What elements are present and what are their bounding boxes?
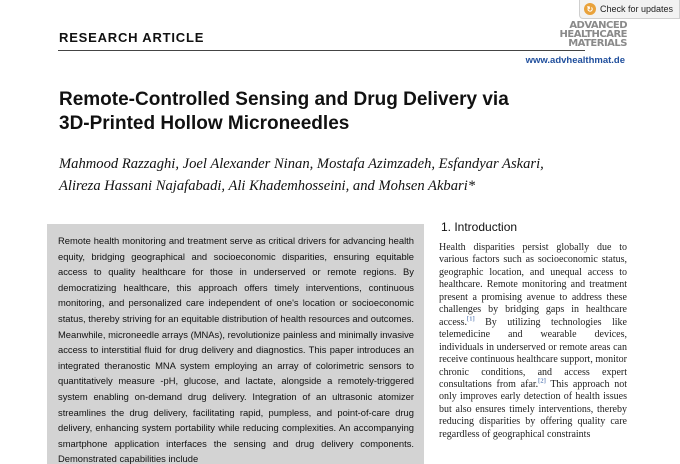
header-divider: [58, 50, 585, 51]
abstract-text: Remote health monitoring and treatment serve as critical drivers for advancing health equity, bridging geographical and socioeconomic disparities, ensuring equitable access to quality healthcare for those in underserved or remote regions. By democratizing healthcare, this approach offers timely interventions, continuous monitoring, and personalized care independent of one's location or socioeconomic status, thereby striving for an equitable distribution of health resources and outcomes. Meanwhile, microneedle arrays (MNAs), revolutionize painless and minimally invasive access to interstitial fluid for drug delivery and diagnostics. This paper introduces an integrated theranostic MNA system employing an array of colorimetric sensors to quantitatively measure -pH, glucose, and lactate, alongside a remotely-triggered system enabling on-demand drug delivery. Integration of an ultrasonic atomizer streamlines the drug delivery, facilitating rapid, pumpless, and point-of-care drug delivery, enhancing system portability while reducing complexities. An accompanying smartphone application interfaces the sensing and drug delivery components. Demonstrated capabilities include: [58, 235, 414, 464]
section-label: RESEARCH ARTICLE: [59, 30, 205, 45]
abstract-box: [47, 224, 424, 464]
author-list: [59, 153, 544, 197]
journal-logo: [557, 21, 627, 48]
intro-text: Health disparities persist globally due to various factors such as socioeconomic status, geographic location, and unequal access to healthcare. Remote monitoring and treatment present a promising avenue to address these challenges by bridging gaps in healthcare access.: [439, 242, 627, 328]
intro-text: By utilizing technologies like telemedicine and wearable devices, individuals in underserved or remote areas can receive continuous healthcare support, monitor chronic conditions, and access expert consultations from afar.: [439, 316, 627, 390]
journal-logo-line: MATERIALS: [568, 38, 627, 49]
title-line: Remote-Controlled Sensing and Drug Delivery via: [59, 89, 509, 110]
journal-logo-line: HEALTHCARE: [559, 29, 627, 40]
citation-link[interactable]: [1]: [467, 315, 475, 323]
update-icon: ↻: [584, 3, 596, 15]
check-for-updates-label: Check for updates: [599, 4, 673, 14]
check-for-updates-button[interactable]: [579, 0, 680, 19]
journal-logo-line: ADVANCED: [569, 20, 627, 31]
journal-url-link[interactable]: www.advhealthmat.de: [525, 55, 625, 66]
intro-text: This approach not only improves early detection of health issues but also ensures timely interventions, thereby reducing disparities by offering quality care regardless of geographical constraints: [439, 378, 627, 440]
article-title: [59, 88, 509, 136]
citation-link[interactable]: [2]: [538, 377, 546, 385]
author-line: Mahmood Razzaghi, Joel Alexander Ninan, Mostafa Azimzadeh, Esfandyar Askari,: [59, 156, 544, 172]
author-line: Alireza Hassani Najafabadi, Ali Khademhosseini, and Mohsen Akbari*: [59, 178, 476, 194]
title-line: 3D-Printed Hollow Microneedles: [59, 113, 350, 134]
introduction-heading: 1. Introduction: [441, 220, 518, 234]
introduction-body: [439, 242, 627, 441]
